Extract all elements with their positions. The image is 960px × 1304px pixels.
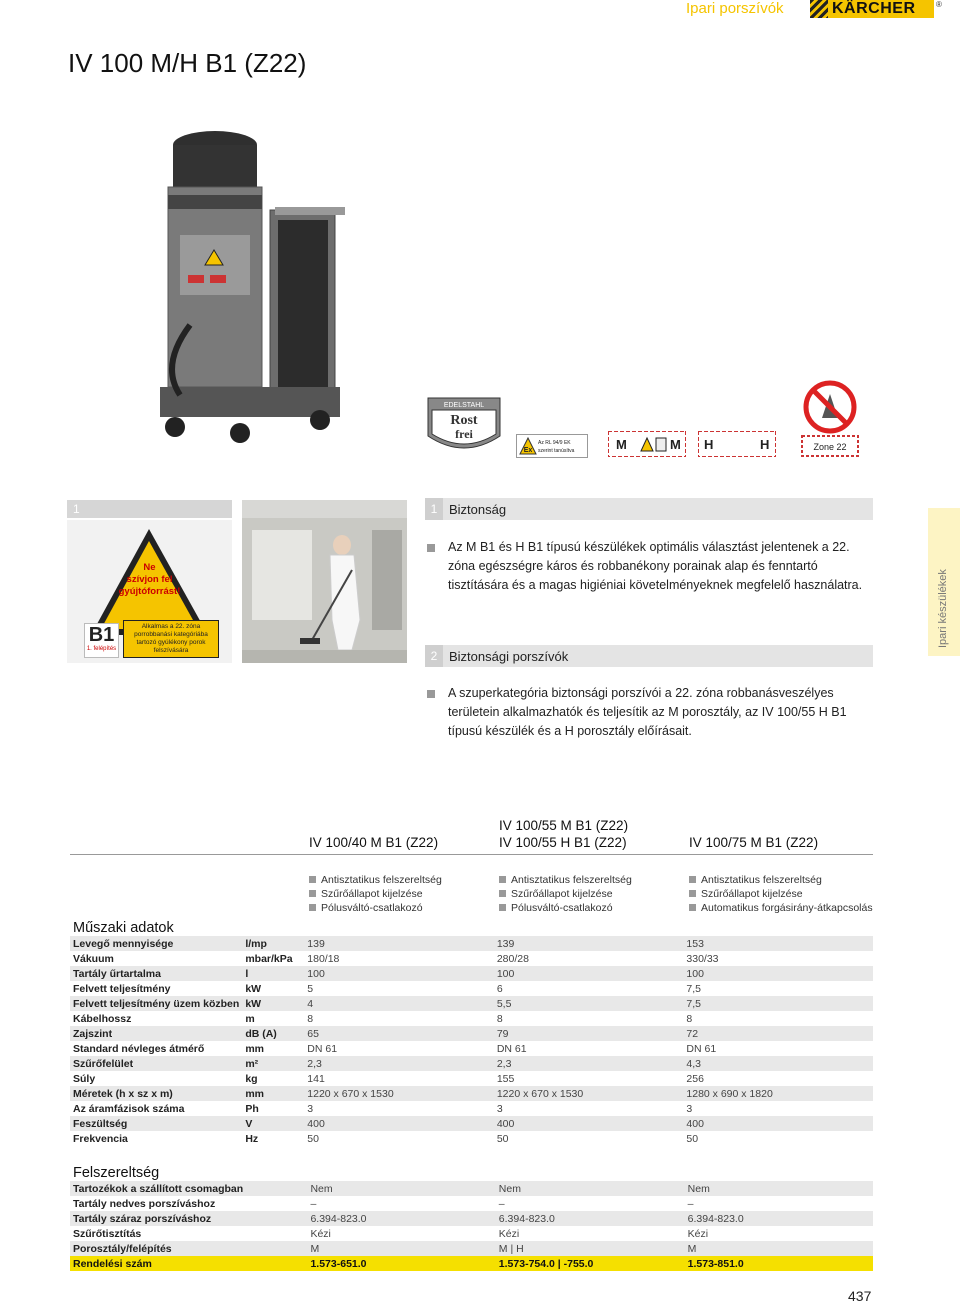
row-value: 3: [683, 1101, 873, 1116]
section-heading-1: [425, 498, 873, 520]
row-value: 6.394-823.0: [685, 1211, 873, 1226]
row-value: 139: [494, 936, 684, 951]
row-value: Nem: [496, 1181, 685, 1196]
row-value: 153: [683, 936, 873, 951]
row-value: 100: [304, 966, 494, 981]
model-name: IV 100/75 M B1 (Z22): [689, 835, 819, 850]
zone22-prohibition-icon: [800, 380, 860, 458]
row-value: DN 61: [494, 1041, 684, 1056]
row-unit: Ph: [242, 1101, 304, 1116]
row-value: 5: [304, 981, 494, 996]
table-row: [70, 936, 873, 951]
panel-2-photo: [242, 500, 407, 663]
row-value: 6: [494, 981, 684, 996]
row-value: –: [307, 1196, 495, 1211]
page-title: IV 100 M/H B1 (Z22): [68, 48, 307, 78]
warning-line: Ne: [143, 562, 156, 573]
page-number: 437: [848, 1288, 872, 1304]
row-unit: kW: [242, 981, 304, 996]
row-label: Zajszint: [70, 1026, 242, 1041]
b1-badge-sub: 1. felépítés: [86, 646, 117, 652]
row-value: –: [496, 1196, 685, 1211]
row-label: Méretek (h x sz x m): [70, 1086, 242, 1101]
zone-label: Zone 22: [813, 442, 847, 452]
row-label: Kábelhossz: [70, 1011, 242, 1026]
row-value: 50: [683, 1131, 873, 1146]
row-label: Vákuum: [70, 951, 242, 966]
row-unit: [246, 1181, 307, 1196]
model-features-1: [309, 873, 442, 915]
warning-text: [107, 562, 192, 598]
tech-heading: Műszaki adatok: [73, 920, 174, 936]
rostfrei-sub-text: frei: [455, 427, 473, 441]
feature-item: Automatikus forgásirány-átkapcsolás: [689, 901, 873, 915]
table-row: [70, 1211, 873, 1226]
row-value: 180/18: [304, 951, 494, 966]
b1-badge: [84, 623, 119, 658]
model-header-3: [689, 834, 818, 851]
row-value: –: [685, 1196, 873, 1211]
feature-item: Antisztatikus felszereltség: [499, 873, 632, 887]
row-value: 3: [494, 1101, 684, 1116]
row-unit: m²: [242, 1056, 304, 1071]
row-value: 65: [304, 1026, 494, 1041]
side-category-tab[interactable]: [928, 508, 960, 656]
table-row: [70, 1041, 873, 1056]
row-value: 141: [304, 1071, 494, 1086]
row-value: 1220 x 670 x 1530: [304, 1086, 494, 1101]
row-label: Szűrőfelület: [70, 1056, 242, 1071]
row-value: 280/28: [494, 951, 684, 966]
row-value: 8: [494, 1011, 684, 1026]
section-number: 1: [425, 498, 443, 520]
row-value: Kézi: [685, 1226, 873, 1241]
rostfrei-top-text: EDELSTAHL: [443, 402, 485, 409]
section-text-2: A szuperkategória biztonsági porszívói a 22. zóna robbanásveszélyes területein alkalmazhatók és teljesítik az M porosztály, az IV 100/55 H B1 típusú készülék és a H porosztály előírásait.: [425, 684, 865, 741]
table-row: [70, 1056, 873, 1071]
row-label: Porosztály/felépítés: [70, 1241, 246, 1256]
row-value: 400: [683, 1116, 873, 1131]
feature-item: Szűrőállapot kijelzése: [309, 887, 442, 901]
row-unit: [246, 1211, 307, 1226]
order-number: 1.573-851.0: [685, 1256, 873, 1271]
row-value: Nem: [685, 1181, 873, 1196]
m-label-right: M: [670, 437, 681, 452]
panel-number-1: 1: [67, 500, 232, 518]
warning-line: gyújtóforrást!: [118, 586, 181, 597]
model-name: IV 100/55 H B1 (Z22): [499, 835, 627, 850]
row-value: 139: [304, 936, 494, 951]
row-unit: l: [242, 966, 304, 981]
row-label: Rendelési szám: [70, 1256, 246, 1271]
section-title: Biztonsági porszívók: [449, 648, 569, 664]
model-features-2: [499, 873, 632, 915]
feature-item: Pólusváltó-csatlakozó: [309, 901, 442, 915]
row-unit: kW: [242, 996, 304, 1011]
equip-heading: Felszereltség: [73, 1165, 160, 1181]
row-value: 8: [683, 1011, 873, 1026]
feature-item: Antisztatikus felszereltség: [689, 873, 873, 887]
row-label: Felvett teljesítmény üzem közben: [70, 996, 242, 1011]
table-row: [70, 1181, 873, 1196]
table-row: [70, 1086, 873, 1101]
zone-info-line: felszívására: [153, 647, 189, 654]
rostfrei-badge-icon: [426, 396, 502, 460]
table-row: [70, 1131, 873, 1146]
h-class-label-icon: [698, 431, 776, 457]
zone-info-label: [123, 620, 219, 658]
row-value: Kézi: [307, 1226, 495, 1241]
feature-item: Antisztatikus felszereltség: [309, 873, 442, 887]
order-number: 1.573-651.0: [307, 1256, 495, 1271]
row-value: 256: [683, 1071, 873, 1086]
row-value: 400: [494, 1116, 684, 1131]
row-value: M | H: [496, 1241, 685, 1256]
ex-text-1: Az RL 94/9 EK: [538, 440, 571, 446]
row-value: Kézi: [496, 1226, 685, 1241]
table-row: [70, 1116, 873, 1131]
table-row: [70, 951, 873, 966]
row-unit: [246, 1196, 307, 1211]
row-value: 100: [494, 966, 684, 981]
row-unit: mm: [242, 1086, 304, 1101]
tech-table: [70, 936, 873, 1146]
row-value: 2,3: [494, 1056, 684, 1071]
row-value: 400: [304, 1116, 494, 1131]
row-unit: V: [242, 1116, 304, 1131]
panel-1-image: [67, 520, 232, 663]
order-number: 1.573-754.0 | -755.0: [496, 1256, 685, 1271]
row-value: 1220 x 670 x 1530: [494, 1086, 684, 1101]
row-value: 1280 x 690 x 1820: [683, 1086, 873, 1101]
row-value: 330/33: [683, 951, 873, 966]
model-name: IV 100/40 M B1 (Z22): [309, 835, 439, 850]
row-value: 6.394-823.0: [307, 1211, 495, 1226]
warning-line: szívjon fel: [126, 574, 173, 585]
rostfrei-main-text: Rost: [450, 413, 478, 428]
row-label: Felvett teljesítmény: [70, 981, 242, 996]
table-row: [70, 1101, 873, 1116]
zone-info-line: Alkalmas a 22. zóna: [141, 623, 201, 630]
row-label: Szűrőtisztítás: [70, 1226, 246, 1241]
section-title: Biztonság: [449, 501, 507, 517]
row-value: 155: [494, 1071, 684, 1086]
table-row: [70, 1011, 873, 1026]
logo-stripes-icon: [810, 0, 828, 18]
row-label: Súly: [70, 1071, 242, 1086]
row-unit: mbar/kPa: [242, 951, 304, 966]
category-label: Ipari porszívók: [686, 0, 784, 17]
order-number-row: [70, 1256, 873, 1271]
row-unit: m: [242, 1011, 304, 1026]
table-row: [70, 1196, 873, 1211]
product-image: [150, 125, 350, 455]
table-row: [70, 1241, 873, 1256]
model-name: IV 100/55 M B1 (Z22): [499, 818, 629, 833]
section-heading-2: [425, 645, 873, 667]
row-value: M: [685, 1241, 873, 1256]
model-header-2: [499, 817, 628, 851]
row-value: M: [307, 1241, 495, 1256]
row-value: 100: [683, 966, 873, 981]
feature-item: Szűrőállapot kijelzése: [689, 887, 873, 901]
row-label: Tartály száraz porszíváshoz: [70, 1211, 246, 1226]
row-label: Tartozékok a szállított csomagban: [70, 1181, 246, 1196]
row-unit: dB (A): [242, 1026, 304, 1041]
row-unit: [246, 1241, 307, 1256]
feature-item: Szűrőállapot kijelzése: [499, 887, 632, 901]
divider: [70, 854, 873, 855]
row-value: 4: [304, 996, 494, 1011]
logo-wordmark: KÄRCHER: [832, 0, 916, 17]
row-value: DN 61: [304, 1041, 494, 1056]
table-row: [70, 966, 873, 981]
m-label-left: M: [616, 437, 627, 452]
model-features-3: [689, 873, 873, 915]
row-label: Tartály nedves porszíváshoz: [70, 1196, 246, 1211]
table-row: [70, 996, 873, 1011]
row-value: 79: [494, 1026, 684, 1041]
row-value: 4,3: [683, 1056, 873, 1071]
row-value: Nem: [307, 1181, 495, 1196]
row-value: 8: [304, 1011, 494, 1026]
h-label-right: H: [760, 437, 770, 452]
row-label: Tartály űrtartalma: [70, 966, 242, 981]
row-value: 6.394-823.0: [496, 1211, 685, 1226]
row-value: 3: [304, 1101, 494, 1116]
row-label: Standard névleges átmérő: [70, 1041, 242, 1056]
side-tab-label: Ipari készülékek: [937, 569, 949, 648]
karcher-logo: [810, 0, 934, 18]
row-unit: [246, 1226, 307, 1241]
row-value: 7,5: [683, 981, 873, 996]
row-label: Az áramfázisok száma: [70, 1101, 242, 1116]
svg-text:Ex: Ex: [523, 447, 533, 454]
row-value: 5,5: [494, 996, 684, 1011]
feature-item: Pólusváltó-csatlakozó: [499, 901, 632, 915]
model-header-1: [309, 834, 438, 851]
row-unit: Hz: [242, 1131, 304, 1146]
row-value: 2,3: [304, 1056, 494, 1071]
row-value: DN 61: [683, 1041, 873, 1056]
row-label: Feszültség: [70, 1116, 242, 1131]
row-unit: [246, 1256, 307, 1271]
table-row: [70, 1071, 873, 1086]
row-value: 50: [494, 1131, 684, 1146]
h-label-left: H: [704, 437, 714, 452]
registered-mark: ®: [936, 0, 942, 9]
b1-badge-label: B1: [88, 624, 115, 646]
m-class-label-icon: [608, 431, 686, 457]
row-value: 72: [683, 1026, 873, 1041]
table-row: [70, 1226, 873, 1241]
row-value: 7,5: [683, 996, 873, 1011]
row-unit: kg: [242, 1071, 304, 1086]
row-label: Frekvencia: [70, 1131, 242, 1146]
row-value: 50: [304, 1131, 494, 1146]
section-text-1: Az M B1 és H B1 típusú készülékek optimális választást jelentenek a 22. zóna egészségre káros és robbanékony porainak alap és fenntartó tisztítására és a magas higiéniai követelményeknek megfelelő használatra.: [425, 538, 865, 595]
zone-info-line: tartozó gyúlékony porok: [136, 639, 206, 646]
row-label: Levegő mennyisége: [70, 936, 242, 951]
row-unit: mm: [242, 1041, 304, 1056]
section-number: 2: [425, 645, 443, 667]
equip-table: [70, 1181, 873, 1271]
table-row: [70, 1026, 873, 1041]
row-unit: l/mp: [242, 936, 304, 951]
ex-text-2: szerint tanúsítva: [538, 448, 575, 454]
atex-ex-icon: [516, 434, 588, 458]
zone-info-line: porrobbanási kategóriába: [134, 631, 208, 638]
table-row: [70, 981, 873, 996]
